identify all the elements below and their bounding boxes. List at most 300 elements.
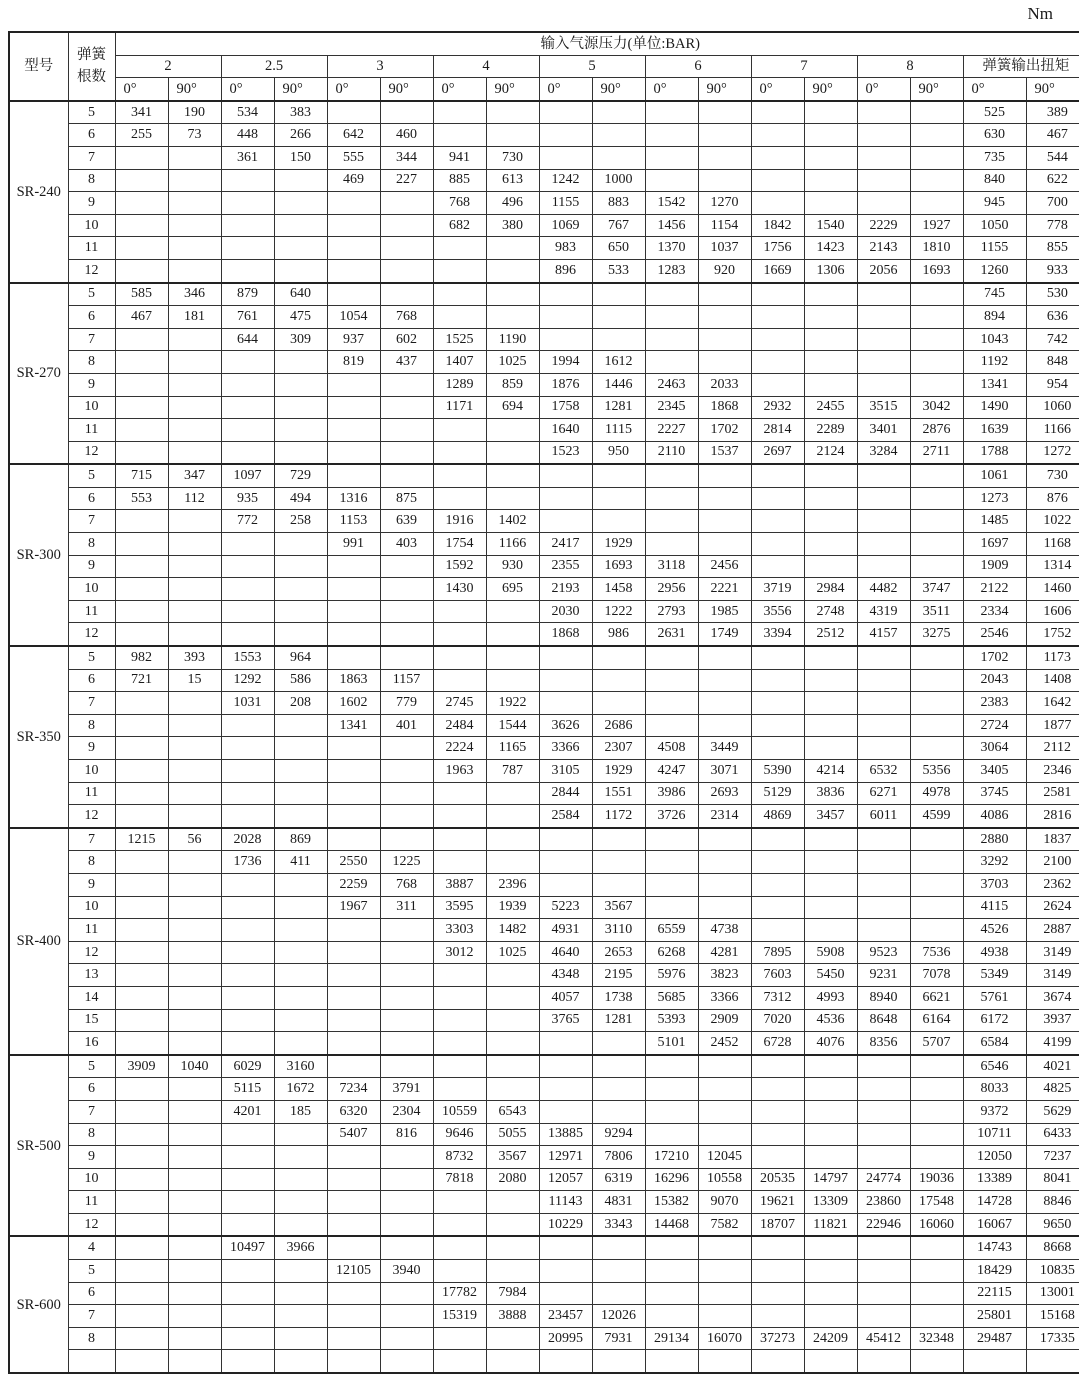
spring-output-cell: 12050 <box>963 1146 1026 1169</box>
torque-value-cell <box>327 1191 380 1214</box>
table-row <box>9 851 1079 874</box>
torque-value-cell: 1754 <box>433 533 486 556</box>
torque-value-cell: 1154 <box>698 214 751 237</box>
torque-value-cell: 10559 <box>433 1100 486 1123</box>
torque-value-cell <box>327 1213 380 1236</box>
torque-value-cell: 6559 <box>645 919 698 942</box>
torque-value-cell: 1537 <box>698 441 751 464</box>
torque-value-cell: 4978 <box>910 782 963 805</box>
torque-value-cell: 920 <box>698 259 751 282</box>
torque-value-cell: 3457 <box>804 805 857 828</box>
torque-value-cell <box>592 669 645 692</box>
torque-value-cell: 24209 <box>804 1327 857 1350</box>
torque-value-cell: 16296 <box>645 1168 698 1191</box>
torque-value-cell: 2227 <box>645 419 698 442</box>
torque-value-cell <box>168 1260 221 1283</box>
spring-output-cell: 2581 <box>1026 782 1079 805</box>
torque-value-cell: 1069 <box>539 214 592 237</box>
torque-value-cell: 639 <box>380 510 433 533</box>
spring-count-cell: 6 <box>68 1078 115 1101</box>
torque-value-cell: 986 <box>592 623 645 646</box>
torque-value-cell: 1225 <box>380 851 433 874</box>
torque-value-cell <box>698 1260 751 1283</box>
torque-value-cell <box>910 1282 963 1305</box>
torque-value-cell: 2452 <box>698 1032 751 1055</box>
torque-value-cell: 56 <box>168 828 221 851</box>
torque-value-cell <box>645 464 698 487</box>
torque-value-cell: 8356 <box>857 1032 910 1055</box>
torque-value-cell: 24774 <box>857 1168 910 1191</box>
torque-value-cell <box>486 646 539 669</box>
torque-value-cell <box>751 1146 804 1169</box>
spring-count-cell: 11 <box>68 237 115 260</box>
torque-value-cell: 1171 <box>433 396 486 419</box>
torque-value-cell <box>804 351 857 374</box>
torque-value-cell: 2195 <box>592 964 645 987</box>
torque-value-cell <box>221 351 274 374</box>
spring-count-cell: 5 <box>68 283 115 306</box>
torque-value-cell <box>592 124 645 147</box>
torque-value-cell <box>751 919 804 942</box>
torque-value-cell <box>645 873 698 896</box>
torque-value-cell <box>115 941 168 964</box>
torque-value-cell: 2229 <box>857 214 910 237</box>
torque-value-cell: 12971 <box>539 1146 592 1169</box>
table-row <box>9 1032 1079 1055</box>
torque-value-cell <box>115 782 168 805</box>
torque-value-cell <box>857 1100 910 1123</box>
torque-value-cell <box>433 283 486 306</box>
table-row <box>9 169 1079 192</box>
header-pressure-2-5: 2.5 <box>221 55 327 78</box>
torque-value-cell <box>804 1350 857 1373</box>
torque-value-cell <box>168 1236 221 1259</box>
torque-value-cell: 469 <box>327 169 380 192</box>
torque-value-cell <box>380 986 433 1009</box>
torque-value-cell <box>380 1032 433 1055</box>
torque-value-cell <box>168 600 221 623</box>
torque-value-cell <box>645 692 698 715</box>
table-row <box>9 1009 1079 1032</box>
torque-value-cell <box>115 1123 168 1146</box>
torque-value-cell <box>380 782 433 805</box>
table-row <box>9 964 1079 987</box>
torque-value-cell <box>539 669 592 692</box>
header-angle-90: 90° <box>592 78 645 101</box>
torque-value-cell: 17782 <box>433 1282 486 1305</box>
spring-output-cell: 14743 <box>963 1236 1026 1259</box>
torque-value-cell <box>486 623 539 646</box>
torque-value-cell <box>221 941 274 964</box>
torque-value-cell <box>327 1350 380 1373</box>
header-pressure-7: 7 <box>751 55 857 78</box>
torque-value-cell <box>486 101 539 124</box>
torque-value-cell <box>486 283 539 306</box>
torque-value-cell <box>910 692 963 715</box>
spring-output-cell: 1168 <box>1026 533 1079 556</box>
spring-output-cell: 3674 <box>1026 986 1079 1009</box>
torque-value-cell <box>751 714 804 737</box>
torque-value-cell <box>433 623 486 646</box>
torque-value-cell: 1967 <box>327 896 380 919</box>
header-angle-row <box>9 78 1079 101</box>
torque-value-cell <box>433 1327 486 1350</box>
torque-value-cell: 3118 <box>645 555 698 578</box>
table-row <box>9 1100 1079 1123</box>
torque-value-cell <box>115 714 168 737</box>
torque-value-cell <box>168 396 221 419</box>
torque-value-cell <box>327 782 380 805</box>
spring-output-cell: 1642 <box>1026 692 1079 715</box>
torque-value-cell <box>327 259 380 282</box>
torque-value-cell <box>168 510 221 533</box>
torque-value-cell <box>327 192 380 215</box>
torque-value-cell: 7234 <box>327 1078 380 1101</box>
torque-value-cell: 730 <box>486 146 539 169</box>
torque-value-cell: 3567 <box>486 1146 539 1169</box>
spring-count-cell: 7 <box>68 692 115 715</box>
table-header <box>9 32 1079 101</box>
header-spring-output: 弹簧输出扭矩 <box>963 55 1079 78</box>
spring-output-cell: 4526 <box>963 919 1026 942</box>
torque-value-cell: 6728 <box>751 1032 804 1055</box>
spring-output-cell: 1639 <box>963 419 1026 442</box>
torque-value-cell: 475 <box>274 306 327 329</box>
torque-value-cell <box>327 760 380 783</box>
torque-value-cell <box>115 986 168 1009</box>
spring-count-cell: 10 <box>68 578 115 601</box>
torque-value-cell <box>168 328 221 351</box>
torque-value-cell: 6271 <box>857 782 910 805</box>
torque-value-cell <box>751 737 804 760</box>
torque-value-cell: 1810 <box>910 237 963 260</box>
torque-value-cell <box>327 1236 380 1259</box>
spring-count-cell: 10 <box>68 760 115 783</box>
torque-value-cell: 896 <box>539 259 592 282</box>
torque-value-cell <box>857 873 910 896</box>
torque-value-cell <box>221 600 274 623</box>
torque-value-cell <box>592 1078 645 1101</box>
header-pressure-title: 输入气源压力(单位:BAR) <box>115 32 1079 55</box>
torque-value-cell: 9523 <box>857 941 910 964</box>
torque-value-cell <box>486 124 539 147</box>
torque-value-cell <box>115 1191 168 1214</box>
torque-value-cell: 266 <box>274 124 327 147</box>
torque-value-cell <box>115 1305 168 1328</box>
torque-value-cell <box>804 1282 857 1305</box>
torque-value-cell: 2686 <box>592 714 645 737</box>
torque-value-cell <box>168 873 221 896</box>
torque-value-cell <box>115 169 168 192</box>
torque-value-cell <box>592 851 645 874</box>
torque-value-cell <box>486 986 539 1009</box>
torque-value-cell <box>804 737 857 760</box>
torque-value-cell <box>698 1350 751 1373</box>
spring-output-cell: 2100 <box>1026 851 1079 874</box>
spring-output-cell: 6546 <box>963 1055 1026 1078</box>
torque-value-cell: 1749 <box>698 623 751 646</box>
torque-value-cell: 346 <box>168 283 221 306</box>
table-row <box>9 1260 1079 1283</box>
torque-value-cell <box>433 851 486 874</box>
torque-value-cell: 1551 <box>592 782 645 805</box>
torque-value-cell: 309 <box>274 328 327 351</box>
spring-count-cell: 8 <box>68 851 115 874</box>
spring-count-cell: 10 <box>68 396 115 419</box>
torque-value-cell <box>751 646 804 669</box>
torque-value-cell <box>380 214 433 237</box>
torque-value-cell: 772 <box>221 510 274 533</box>
spring-output-cell: 2112 <box>1026 737 1079 760</box>
torque-value-cell: 1281 <box>592 396 645 419</box>
torque-value-cell: 983 <box>539 237 592 260</box>
torque-value-cell <box>698 124 751 147</box>
torque-value-cell <box>910 1100 963 1123</box>
spring-count-cell: 11 <box>68 600 115 623</box>
spring-output-cell: 3292 <box>963 851 1026 874</box>
torque-value-cell: 982 <box>115 646 168 669</box>
torque-value-cell <box>380 419 433 442</box>
torque-value-cell: 6543 <box>486 1100 539 1123</box>
torque-value-cell: 4076 <box>804 1032 857 1055</box>
torque-value-cell <box>327 941 380 964</box>
torque-value-cell <box>751 1100 804 1123</box>
torque-value-cell <box>115 510 168 533</box>
torque-value-cell: 2748 <box>804 600 857 623</box>
torque-value-cell <box>539 1350 592 1373</box>
torque-value-cell <box>910 464 963 487</box>
torque-value-cell: 555 <box>327 146 380 169</box>
torque-value-cell: 3042 <box>910 396 963 419</box>
torque-value-cell: 5393 <box>645 1009 698 1032</box>
torque-value-cell: 401 <box>380 714 433 737</box>
torque-value-cell: 12045 <box>698 1146 751 1169</box>
spring-count-cell: 11 <box>68 919 115 942</box>
torque-value-cell <box>910 1055 963 1078</box>
torque-value-cell <box>645 101 698 124</box>
torque-value-cell <box>910 533 963 556</box>
torque-value-cell <box>486 964 539 987</box>
torque-value-cell <box>857 1260 910 1283</box>
torque-value-cell: 3940 <box>380 1260 433 1283</box>
torque-value-cell: 1407 <box>433 351 486 374</box>
torque-value-cell: 3747 <box>910 578 963 601</box>
torque-value-cell: 12057 <box>539 1168 592 1191</box>
spring-output-cell: 3405 <box>963 760 1026 783</box>
torque-value-cell <box>751 124 804 147</box>
torque-value-cell <box>645 1055 698 1078</box>
torque-value-cell <box>221 1009 274 1032</box>
torque-value-cell: 1542 <box>645 192 698 215</box>
torque-value-cell: 13885 <box>539 1123 592 1146</box>
torque-value-cell: 1929 <box>592 760 645 783</box>
torque-value-cell <box>539 1282 592 1305</box>
torque-value-cell <box>486 1055 539 1078</box>
torque-value-cell <box>751 1078 804 1101</box>
torque-value-cell <box>168 259 221 282</box>
torque-value-cell <box>751 1236 804 1259</box>
torque-value-cell <box>115 1350 168 1373</box>
table-row <box>9 441 1079 464</box>
header-angle-0: 0° <box>539 78 592 101</box>
torque-value-cell: 1341 <box>327 714 380 737</box>
torque-value-cell <box>433 805 486 828</box>
table-row <box>9 351 1079 374</box>
torque-value-cell: 1612 <box>592 351 645 374</box>
torque-value-cell: 2143 <box>857 237 910 260</box>
torque-value-cell: 8940 <box>857 986 910 1009</box>
torque-value-cell: 3986 <box>645 782 698 805</box>
table-row <box>9 464 1079 487</box>
torque-value-cell <box>910 283 963 306</box>
torque-value-cell <box>433 964 486 987</box>
torque-value-cell <box>910 146 963 169</box>
torque-value-cell <box>751 1055 804 1078</box>
torque-value-cell <box>539 873 592 896</box>
spring-count-cell: 14 <box>68 986 115 1009</box>
spring-output-cell: 2880 <box>963 828 1026 851</box>
torque-value-cell: 3966 <box>274 1236 327 1259</box>
torque-value-cell <box>433 237 486 260</box>
torque-value-cell <box>698 487 751 510</box>
torque-value-cell: 1994 <box>539 351 592 374</box>
torque-value-cell <box>857 714 910 737</box>
torque-value-cell: 602 <box>380 328 433 351</box>
torque-value-cell <box>592 692 645 715</box>
table-row <box>9 646 1079 669</box>
torque-value-cell <box>168 964 221 987</box>
torque-value-cell: 10229 <box>539 1213 592 1236</box>
torque-value-cell <box>221 1350 274 1373</box>
torque-value-cell: 3595 <box>433 896 486 919</box>
torque-value-cell <box>751 351 804 374</box>
unit-label: Nm <box>1027 4 1053 23</box>
table-row <box>9 623 1079 646</box>
spring-output-cell: 8668 <box>1026 1236 1079 1259</box>
torque-value-cell: 5450 <box>804 964 857 987</box>
torque-value-cell: 3071 <box>698 760 751 783</box>
spring-output-cell: 2334 <box>963 600 1026 623</box>
torque-value-cell <box>380 828 433 851</box>
torque-value-cell <box>168 1213 221 1236</box>
torque-value-cell <box>751 669 804 692</box>
torque-value-cell <box>327 101 380 124</box>
torque-value-cell: 9231 <box>857 964 910 987</box>
torque-value-cell <box>539 1032 592 1055</box>
torque-value-cell <box>274 533 327 556</box>
torque-value-cell <box>804 919 857 942</box>
torque-value-cell <box>592 146 645 169</box>
torque-value-cell <box>910 306 963 329</box>
torque-value-cell <box>274 782 327 805</box>
torque-value-cell <box>910 1305 963 1328</box>
header-spring-count <box>68 32 115 101</box>
torque-value-cell: 17548 <box>910 1191 963 1214</box>
torque-value-cell <box>751 328 804 351</box>
torque-value-cell <box>804 283 857 306</box>
torque-value-cell: 2307 <box>592 737 645 760</box>
torque-value-cell <box>592 1350 645 1373</box>
torque-value-cell <box>221 396 274 419</box>
torque-value-cell <box>857 1146 910 1169</box>
spring-output-cell: 17335 <box>1026 1327 1079 1350</box>
torque-value-cell <box>751 692 804 715</box>
torque-value-cell <box>274 1282 327 1305</box>
torque-value-cell: 4869 <box>751 805 804 828</box>
torque-value-cell: 4214 <box>804 760 857 783</box>
torque-value-cell <box>168 555 221 578</box>
table-row <box>9 760 1079 783</box>
torque-value-cell <box>327 646 380 669</box>
torque-value-cell: 1553 <box>221 646 274 669</box>
torque-value-cell <box>751 306 804 329</box>
torque-value-cell: 1868 <box>539 623 592 646</box>
torque-value-cell <box>433 441 486 464</box>
torque-value-cell: 32348 <box>910 1327 963 1350</box>
torque-value-cell: 883 <box>592 192 645 215</box>
spring-output-cell: 1408 <box>1026 669 1079 692</box>
torque-value-cell <box>327 1168 380 1191</box>
torque-value-cell: 5908 <box>804 941 857 964</box>
torque-value-cell: 1756 <box>751 237 804 260</box>
torque-value-cell: 6164 <box>910 1009 963 1032</box>
torque-value-cell <box>433 646 486 669</box>
torque-value-cell <box>910 101 963 124</box>
torque-value-cell <box>539 1055 592 1078</box>
spring-output-cell: 10711 <box>963 1123 1026 1146</box>
torque-value-cell <box>910 555 963 578</box>
spring-output-cell: 1702 <box>963 646 1026 669</box>
torque-value-cell <box>433 101 486 124</box>
torque-value-cell <box>804 1305 857 1328</box>
torque-value-cell <box>857 351 910 374</box>
torque-value-cell <box>645 1236 698 1259</box>
table-row <box>9 555 1079 578</box>
torque-value-cell: 935 <box>221 487 274 510</box>
torque-value-cell <box>592 1055 645 1078</box>
torque-value-cell <box>221 986 274 1009</box>
header-spring-count-text: 弹簧根数 <box>77 47 106 86</box>
torque-value-cell <box>380 1168 433 1191</box>
torque-value-cell: 11143 <box>539 1191 592 1214</box>
torque-value-cell: 9294 <box>592 1123 645 1146</box>
torque-value-cell: 2080 <box>486 1168 539 1191</box>
torque-value-cell <box>645 1260 698 1283</box>
torque-value-cell: 1115 <box>592 419 645 442</box>
spring-output-cell: 6433 <box>1026 1123 1079 1146</box>
model-cell: SR-300 <box>9 464 68 646</box>
torque-value-cell: 18707 <box>751 1213 804 1236</box>
torque-value-cell <box>751 873 804 896</box>
torque-value-cell <box>539 328 592 351</box>
torque-value-cell: 3303 <box>433 919 486 942</box>
spring-output-cell: 735 <box>963 146 1026 169</box>
torque-value-cell <box>751 169 804 192</box>
table-row <box>9 146 1079 169</box>
torque-value-cell <box>115 851 168 874</box>
torque-value-cell: 4599 <box>910 805 963 828</box>
spring-count-cell <box>68 1350 115 1373</box>
torque-value-cell: 11821 <box>804 1213 857 1236</box>
torque-value-cell: 4319 <box>857 600 910 623</box>
torque-value-cell <box>274 441 327 464</box>
torque-value-cell <box>221 214 274 237</box>
torque-value-cell: 1863 <box>327 669 380 692</box>
torque-value-cell <box>804 555 857 578</box>
torque-value-cell: 2745 <box>433 692 486 715</box>
torque-value-cell: 2711 <box>910 441 963 464</box>
torque-value-cell: 2056 <box>857 259 910 282</box>
